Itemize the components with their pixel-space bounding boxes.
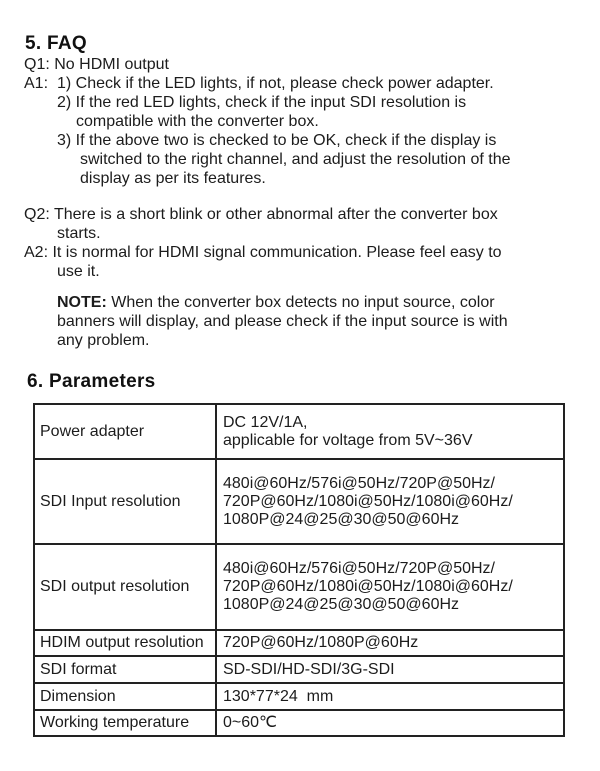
param-value: SD-SDI/HD-SDI/3G-SDI xyxy=(216,656,564,683)
param-key: Dimension xyxy=(34,683,216,710)
param-key: SDI output resolution xyxy=(34,544,216,630)
table-row xyxy=(34,404,564,459)
faq-a2: A2: It is normal for HDMI signal communication. Please feel easy to xyxy=(24,244,502,261)
faq-q2-cont: starts. xyxy=(57,225,101,242)
param-value-line: 480i@60Hz/576i@50Hz/720P@50Hz/ xyxy=(223,474,495,492)
faq-a1-item-3-cont-1: switched to the right channel, and adjust the resolution of the xyxy=(80,151,511,168)
param-value-line: applicable for voltage from 5V~36V xyxy=(223,431,473,449)
param-value-line: 720P@60Hz/1080i@50Hz/1080i@60Hz/ xyxy=(223,492,513,510)
param-key: HDIM output resolution xyxy=(34,630,216,656)
param-value: 720P@60Hz/1080P@60Hz xyxy=(216,630,564,656)
table-row xyxy=(34,630,564,656)
note-text: When the converter box detects no input source, color xyxy=(106,294,495,311)
param-key: Power adapter xyxy=(34,404,216,459)
param-value-line: DC 12V/1A, xyxy=(223,413,308,431)
faq-a1-item-2: 2) If the red LED lights, check if the input SDI resolution is xyxy=(57,94,467,111)
param-key: SDI Input resolution xyxy=(34,459,216,544)
table-row xyxy=(34,544,564,630)
param-value: 130*77*24 mm xyxy=(216,683,564,710)
table-row xyxy=(34,656,564,683)
faq-a1-item-2-cont: compatible with the converter box. xyxy=(76,113,319,130)
faq-q2: Q2: There is a short blink or other abnormal after the converter box xyxy=(24,206,498,223)
note-label: NOTE: xyxy=(57,294,107,311)
faq-note-line-1 xyxy=(57,293,495,312)
faq-note-line-3: any problem. xyxy=(57,332,150,349)
param-value-line: 1080P@24@25@30@50@60Hz xyxy=(223,596,460,613)
param-key: Working temperature xyxy=(34,710,216,736)
parameters-table xyxy=(33,403,565,737)
param-key: SDI format xyxy=(34,656,216,683)
param-value-line: 720P@60Hz/1080i@50Hz/1080i@60Hz/ xyxy=(223,578,513,595)
faq-note-line-2: banners will display, and please check if the input source is with xyxy=(57,313,508,330)
faq-a1-item-3-cont-2: display as per its features. xyxy=(80,170,266,187)
parameters-heading: 6. Parameters xyxy=(27,371,156,392)
faq-heading: 5. FAQ xyxy=(25,33,87,54)
param-value-line: 1080P@24@25@30@50@60Hz xyxy=(223,510,460,528)
faq-a2-cont: use it. xyxy=(57,263,100,280)
param-value-line: 480i@60Hz/576i@50Hz/720P@50Hz/ xyxy=(223,560,495,577)
param-value: 0~60℃ xyxy=(216,710,564,736)
param-value xyxy=(216,404,564,459)
faq-a1-item-3: 3) If the above two is checked to be OK, check if the display is xyxy=(57,132,497,149)
faq-q1: Q1: No HDMI output xyxy=(24,56,169,73)
table-row xyxy=(34,459,564,544)
faq-a1-item-1: 1) Check if the LED lights, if not, please check power adapter. xyxy=(57,75,494,92)
table-row xyxy=(34,683,564,710)
param-value xyxy=(216,459,564,544)
faq-a1-prefix: A1: xyxy=(24,75,49,92)
param-value xyxy=(216,544,564,630)
table-row xyxy=(34,710,564,736)
